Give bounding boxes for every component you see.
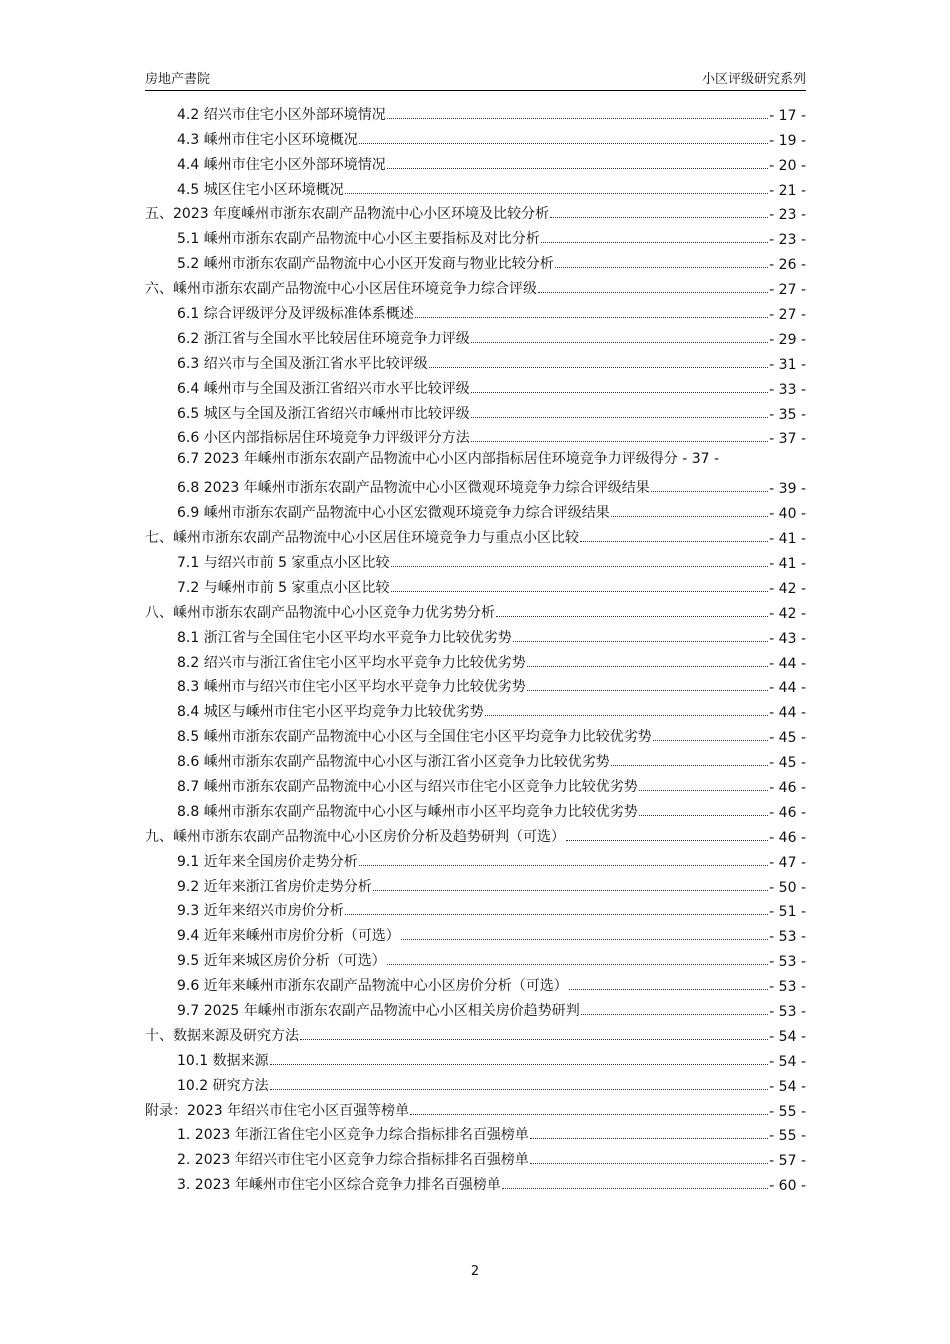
toc-entry-page: - 41 -: [769, 531, 806, 548]
toc-entry-page: - 51 -: [769, 904, 806, 921]
page-header: [145, 66, 806, 91]
toc-leader-dots: [471, 416, 768, 418]
toc-entry-page: - 55 -: [769, 1103, 806, 1120]
toc-entry[interactable]: [145, 1045, 806, 1070]
toc-entry-page: - 44 -: [769, 705, 806, 722]
toc-entry[interactable]: [145, 298, 806, 323]
toc-leader-dots: [471, 391, 768, 393]
toc-entry[interactable]: [145, 920, 806, 945]
toc-entry-page: - 54 -: [769, 1053, 806, 1070]
toc-entry[interactable]: [145, 223, 806, 248]
toc-leader-dots: [538, 291, 768, 293]
toc-leader-dots: [651, 490, 768, 492]
toc-leader-dots: [359, 142, 768, 144]
toc-leader-dots: [387, 167, 768, 169]
toc-entry[interactable]: [145, 896, 806, 921]
toc-entry-page: - 31 -: [769, 356, 806, 373]
toc-entry-page: - 37 -: [769, 431, 806, 448]
toc-leader-dots: [569, 988, 768, 990]
toc-entry-title: 7.2 与嵊州市前 5 家重点小区比较: [177, 579, 390, 596]
toc-leader-dots: [485, 714, 768, 716]
toc-entry[interactable]: [145, 1169, 806, 1194]
toc-entry-title: 10.1 数据来源: [177, 1052, 269, 1069]
toc-leader-dots: [415, 316, 768, 318]
toc-leader-dots: [581, 1013, 768, 1015]
toc-entry[interactable]: [145, 398, 806, 423]
toc-entry-page: - 26 -: [769, 257, 806, 274]
toc-entry-page: - 55 -: [769, 1128, 806, 1145]
toc-entry[interactable]: [145, 721, 806, 746]
toc-entry-title: 3. 2023 年嵊州市住宅小区综合竞争力排名百强榜单: [177, 1177, 501, 1194]
toc-entry-page: - 33 -: [769, 381, 806, 398]
toc-entry-title: 6.2 浙江省与全国水平比较居住环境竞争力评级: [177, 330, 470, 347]
toc-entry-title: 4.3 嵊州市住宅小区环境概况: [177, 131, 358, 148]
toc-entry-page: - 44 -: [769, 680, 806, 697]
toc-entry-title: 4.5 城区住宅小区环境概况: [177, 181, 344, 198]
toc-entry[interactable]: [145, 995, 806, 1020]
toc-entry[interactable]: [145, 323, 806, 348]
toc-entry-title: 4.2 绍兴市住宅小区外部环境情况: [177, 106, 386, 123]
toc-entry-title: 5.2 嵊州市浙东农副产品物流中心小区开发商与物业比较分析: [177, 256, 554, 273]
toc-entry-page: - 54 -: [769, 1078, 806, 1095]
toc-leader-dots: [611, 515, 768, 517]
toc-entry-title: 8.4 城区与嵊州市住宅小区平均竞争力比较优劣势: [177, 704, 484, 721]
toc-entry[interactable]: [145, 497, 806, 522]
toc-entry-page: - 41 -: [769, 555, 806, 572]
toc-entry-page: - 46 -: [769, 779, 806, 796]
toc-entry[interactable]: [145, 373, 806, 398]
toc-entry-page: - 46 -: [769, 829, 806, 846]
toc-entry[interactable]: [145, 248, 806, 273]
toc-entry-title: 六、嵊州市浙东农副产品物流中心小区居住环境竞争力综合评级: [145, 281, 537, 298]
toc-entry-page: - 23 -: [769, 207, 806, 224]
toc-entry[interactable]: [145, 1020, 806, 1045]
table-of-contents: [145, 99, 806, 1194]
toc-leader-dots: [373, 889, 768, 891]
toc-entry-title: 10.2 研究方法: [177, 1077, 269, 1094]
toc-entry[interactable]: [145, 696, 806, 721]
toc-entry[interactable]: [145, 447, 806, 472]
toc-entry-page: - 53 -: [769, 979, 806, 996]
toc-entry-title: 9.3 近年来绍兴市房价分析: [177, 903, 344, 920]
toc-leader-dots: [611, 764, 768, 766]
toc-entry-title: 八、嵊州市浙东农副产品物流中心小区竞争力优劣势分析: [145, 604, 495, 621]
toc-entry-title: 7.1 与绍兴市前 5 家重点小区比较: [177, 554, 390, 571]
toc-entry[interactable]: [145, 647, 806, 672]
header-series: 小区评级研究系列: [701, 72, 806, 87]
toc-entry[interactable]: [145, 423, 806, 448]
toc-entry-page: - 43 -: [769, 630, 806, 647]
toc-leader-dots: [566, 839, 768, 841]
toc-leader-dots: [345, 913, 768, 915]
toc-entry[interactable]: [145, 199, 806, 224]
toc-entry-title: 8.5 嵊州市浙东农副产品物流中心小区与全国住宅小区平均竞争力比较优劣势: [177, 729, 652, 746]
toc-leader-dots: [639, 814, 768, 816]
toc-leader-dots: [270, 1063, 769, 1065]
toc-leader-dots: [401, 938, 768, 940]
toc-leader-dots: [270, 1088, 769, 1090]
toc-entry-page: - 27 -: [769, 282, 806, 299]
toc-entry-page: - 17 -: [769, 107, 806, 124]
toc-entry-title: 8.1 浙江省与全国住宅小区平均水平竞争力比较优劣势: [177, 629, 512, 646]
toc-leader-dots: [653, 739, 768, 741]
toc-leader-dots: [410, 1113, 768, 1115]
toc-entry-page: - 60 -: [769, 1178, 806, 1195]
toc-entry[interactable]: [145, 149, 806, 174]
toc-entry-title: 6.5 城区与全国及浙江省绍兴市嵊州市比较评级: [177, 405, 470, 422]
toc-entry-page: - 20 -: [769, 157, 806, 174]
toc-leader-dots: [580, 540, 768, 542]
toc-entry[interactable]: [145, 124, 806, 149]
toc-entry-page: - 42 -: [769, 605, 806, 622]
toc-leader-dots: [471, 440, 768, 442]
toc-entry-title: 9.5 近年来城区房价分析（可选）: [177, 953, 386, 970]
toc-entry-page: - 39 -: [769, 481, 806, 498]
toc-entry-page: - 45 -: [769, 730, 806, 747]
toc-entry[interactable]: [145, 945, 806, 970]
toc-entry[interactable]: [145, 174, 806, 199]
toc-entry-title: 6.6 小区内部指标居住环境竞争力评级评分方法: [177, 430, 470, 447]
toc-entry-title: 6.9 嵊州市浙东农副产品物流中心小区宏微观环境竞争力综合评级结果: [177, 505, 610, 522]
toc-entry-page: - 35 -: [769, 406, 806, 423]
toc-entry[interactable]: [145, 572, 806, 597]
toc-entry[interactable]: [145, 348, 806, 373]
toc-leader-dots: [300, 1038, 768, 1040]
toc-entry-title: 8.3 嵊州市与绍兴市住宅小区平均水平竞争力比较优劣势: [177, 679, 526, 696]
toc-entry-page: - 27 -: [769, 307, 806, 324]
toc-entry-title: 1. 2023 年浙江省住宅小区竞争力综合指标排名百强榜单: [177, 1127, 529, 1144]
toc-entry-title: 4.4 嵊州市住宅小区外部环境情况: [177, 156, 386, 173]
toc-leader-dots: [527, 689, 768, 691]
toc-entry[interactable]: [145, 622, 806, 647]
toc-entry-title: 9.7 2025 年嵊州市浙东农副产品物流中心小区相关房价趋势研判: [177, 1002, 580, 1019]
toc-entry-page: - 53 -: [769, 1003, 806, 1020]
toc-entry-title: 九、嵊州市浙东农副产品物流中心小区房价分析及趋势研判（可选）: [145, 828, 565, 845]
toc-entry-page: - 53 -: [769, 929, 806, 946]
toc-entry-page: - 47 -: [769, 854, 806, 871]
toc-entry[interactable]: [145, 522, 806, 547]
toc-entry[interactable]: [145, 846, 806, 871]
toc-entry-page: - 44 -: [769, 655, 806, 672]
toc-entry[interactable]: [145, 821, 806, 846]
toc-entry-page: - 40 -: [769, 506, 806, 523]
toc-leader-dots: [391, 590, 769, 592]
toc-leader-dots: [555, 266, 768, 268]
toc-entry-title: 9.4 近年来嵊州市房价分析（可选）: [177, 928, 400, 945]
toc-entry-page: - 19 -: [769, 132, 806, 149]
toc-entry-title: 附录：2023 年绍兴市住宅小区百强等榜单: [145, 1102, 410, 1119]
toc-entry-page: - 21 -: [769, 182, 806, 199]
toc-entry-title: 8.2 绍兴市与浙江省住宅小区平均水平竞争力比较优劣势: [177, 654, 526, 671]
toc-entry[interactable]: [145, 746, 806, 771]
toc-entry[interactable]: [145, 597, 806, 622]
toc-entry[interactable]: [145, 1144, 806, 1169]
toc-leader-dots: [391, 565, 769, 567]
toc-entry-page: - 23 -: [769, 232, 806, 249]
toc-leader-dots: [496, 615, 768, 617]
page-number: 2: [470, 1264, 480, 1279]
toc-leader-dots: [345, 192, 768, 194]
toc-entry-title: 8.8 嵊州市浙东农副产品物流中心小区与嵊州市小区平均竞争力比较优劣势: [177, 803, 638, 820]
toc-entry-title: 五、2023 年度嵊州市浙东农副产品物流中心小区环境及比较分析: [145, 206, 550, 223]
toc-entry-title: 8.7 嵊州市浙东农副产品物流中心小区与绍兴市住宅小区竞争力比较优劣势: [177, 778, 638, 795]
toc-entry-page: - 42 -: [769, 580, 806, 597]
toc-entry-title: 9.6 近年来嵊州市浙东农副产品物流中心小区房价分析（可选）: [177, 978, 568, 995]
toc-entry-page: - 46 -: [769, 804, 806, 821]
toc-entry[interactable]: [145, 970, 806, 995]
toc-entry[interactable]: [145, 547, 806, 572]
toc-entry-page: - 50 -: [769, 879, 806, 896]
toc-entry-title: 8.6 嵊州市浙东农副产品物流中心小区与浙江省小区竞争力比较优劣势: [177, 754, 610, 771]
toc-entry-page: - 54 -: [769, 1028, 806, 1045]
toc-entry-page: - 45 -: [769, 755, 806, 772]
toc-entry-title: 6.3 绍兴市与全国及浙江省水平比较评级: [177, 355, 428, 372]
toc-entry[interactable]: [145, 1095, 806, 1120]
toc-entry-title: 5.1 嵊州市浙东农副产品物流中心小区主要指标及对比分析: [177, 231, 540, 248]
toc-entry[interactable]: [145, 796, 806, 821]
toc-leader-dots: [387, 117, 768, 119]
toc-leader-dots: [387, 963, 768, 965]
toc-leader-dots: [639, 789, 768, 791]
toc-entry-title: 十、数据来源及研究方法: [145, 1027, 299, 1044]
toc-entry-page: - 29 -: [769, 331, 806, 348]
header-publisher: 房地产書院: [145, 72, 211, 87]
toc-entry[interactable]: [145, 771, 806, 796]
toc-leader-dots: [527, 665, 768, 667]
toc-entry-title: 9.2 近年来浙江省房价走势分析: [177, 878, 372, 895]
toc-entry-title: 七、嵊州市浙东农副产品物流中心小区居住环境竞争力与重点小区比较: [145, 530, 579, 547]
toc-leader-dots: [541, 241, 768, 243]
toc-entry-title: 2. 2023 年绍兴市住宅小区竞争力综合指标排名百强榜单: [177, 1152, 529, 1169]
toc-entry[interactable]: [145, 672, 806, 697]
toc-leader-dots: [502, 1187, 768, 1189]
toc-entry-title: 6.8 2023 年嵊州市浙东农副产品物流中心小区微观环境竞争力综合评级结果: [177, 480, 650, 497]
toc-entry-page: - 53 -: [769, 954, 806, 971]
toc-leader-dots: [530, 1162, 768, 1164]
toc-entry-title: 9.1 近年来全国房价走势分析: [177, 853, 358, 870]
toc-entry[interactable]: [145, 273, 806, 298]
toc-leader-dots: [530, 1137, 768, 1139]
toc-leader-dots: [550, 216, 768, 218]
toc-entry-page: - 37 -: [682, 451, 720, 468]
toc-entry[interactable]: [145, 871, 806, 896]
toc-entry-title: 6.1 综合评级评分及评级标准体系概述: [177, 306, 414, 323]
toc-entry-title: 6.4 嵊州市与全国及浙江省绍兴市水平比较评级: [177, 380, 470, 397]
toc-entry[interactable]: [145, 1120, 806, 1145]
toc-leader-dots: [429, 366, 768, 368]
toc-entry-title: 6.7 2023 年嵊州市浙东农副产品物流中心小区内部指标居住环境竞争力评级得分: [177, 451, 678, 468]
toc-entry[interactable]: [145, 1070, 806, 1095]
toc-leader-dots: [359, 864, 768, 866]
toc-entry-page: - 57 -: [769, 1153, 806, 1170]
toc-entry[interactable]: [145, 99, 806, 124]
toc-leader-dots: [471, 341, 768, 343]
toc-leader-dots: [513, 640, 768, 642]
toc-entry[interactable]: [145, 472, 806, 497]
